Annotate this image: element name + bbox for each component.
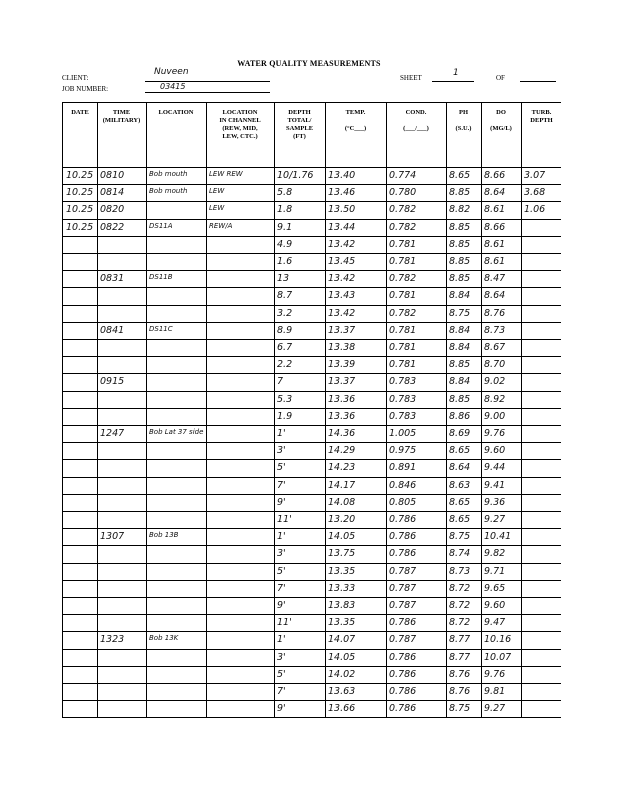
cell-depth: 6.7 bbox=[277, 342, 293, 353]
cell-time: 0810 bbox=[100, 170, 125, 181]
cell-cond: 0.781 bbox=[389, 290, 417, 302]
cell-cond: 0.783 bbox=[389, 410, 417, 422]
cell-turb: 3.07 bbox=[524, 170, 546, 181]
cell-temp: 13.42 bbox=[328, 307, 356, 319]
cell-time: 0820 bbox=[100, 204, 125, 216]
sheet-value: 1 bbox=[453, 68, 459, 78]
cell-temp: 14.05 bbox=[328, 531, 356, 543]
cell-location: DS11B bbox=[149, 273, 173, 282]
cell-do: 9.44 bbox=[484, 462, 506, 474]
cell-temp: 13.44 bbox=[328, 221, 356, 233]
cell-channel: LEW bbox=[209, 204, 225, 213]
cell-depth: 7' bbox=[277, 686, 286, 697]
cell-location: DS11C bbox=[149, 324, 173, 333]
cell-ph: 8.76 bbox=[449, 668, 471, 680]
column-divider bbox=[146, 103, 147, 717]
cell-temp: 13.37 bbox=[328, 376, 356, 388]
cell-do: 8.64 bbox=[484, 187, 506, 199]
of-label: OF bbox=[496, 74, 505, 82]
cell-temp: 13.36 bbox=[328, 393, 356, 405]
cell-cond: 0.786 bbox=[389, 548, 417, 560]
cell-ph: 8.85 bbox=[449, 359, 471, 371]
cell-temp: 14.02 bbox=[328, 668, 356, 680]
row-divider bbox=[63, 683, 561, 684]
header-channel: LOCATION IN CHANNEL (REW, MID, LEW, CTC.) bbox=[219, 109, 261, 140]
job-number-underline bbox=[145, 92, 270, 93]
cell-cond: 0.975 bbox=[389, 445, 417, 457]
row-divider bbox=[63, 477, 561, 478]
cell-cond: 0.781 bbox=[389, 256, 417, 267]
header-ph: PH (S.U.) bbox=[455, 109, 472, 132]
row-divider bbox=[63, 305, 561, 306]
cell-temp: 13.42 bbox=[328, 273, 356, 285]
cell-temp: 13.20 bbox=[328, 514, 356, 525]
row-divider bbox=[63, 356, 561, 357]
cell-cond: 0.786 bbox=[389, 651, 417, 663]
cell-temp: 14.23 bbox=[328, 462, 356, 474]
header-depth: DEPTH TOTAL/ SAMPLE (FT) bbox=[285, 109, 314, 140]
row-divider bbox=[63, 339, 561, 340]
cell-do: 9.76 bbox=[484, 428, 506, 439]
cell-location: Bob mouth bbox=[149, 187, 188, 196]
cell-depth: 5' bbox=[277, 668, 286, 680]
cell-cond: 0.781 bbox=[389, 238, 417, 250]
cell-depth: 13 bbox=[277, 273, 290, 285]
cell-ph: 8.85 bbox=[449, 256, 471, 267]
row-divider bbox=[63, 391, 561, 392]
cell-ph: 8.72 bbox=[449, 617, 471, 629]
column-divider bbox=[481, 103, 482, 717]
cell-cond: 0.781 bbox=[389, 359, 417, 371]
cell-ph: 8.76 bbox=[449, 686, 471, 697]
cell-depth: 7 bbox=[277, 376, 284, 388]
cell-ph: 8.85 bbox=[449, 187, 471, 199]
cell-ph: 8.72 bbox=[449, 582, 471, 594]
cell-temp: 13.33 bbox=[328, 582, 356, 594]
cell-do: 9.60 bbox=[484, 445, 506, 457]
cell-depth: 9.1 bbox=[277, 221, 293, 233]
cell-depth: 8.9 bbox=[277, 324, 293, 336]
cell-temp: 13.35 bbox=[328, 617, 356, 629]
cell-channel: LEW REW bbox=[209, 170, 243, 178]
cell-cond: 0.774 bbox=[389, 170, 417, 181]
cell-depth: 5.3 bbox=[277, 393, 293, 405]
cell-channel: LEW bbox=[209, 187, 225, 196]
cell-date: 10.25 bbox=[66, 204, 94, 216]
row-divider bbox=[63, 631, 561, 632]
cell-ph: 8.63 bbox=[449, 479, 471, 491]
cell-location: DS11A bbox=[149, 221, 173, 230]
row-divider bbox=[63, 373, 561, 374]
cell-cond: 0.786 bbox=[389, 668, 417, 680]
cell-ph: 8.85 bbox=[449, 273, 471, 285]
row-divider bbox=[63, 253, 561, 254]
cell-depth: 7' bbox=[277, 479, 286, 491]
cell-depth: 1' bbox=[277, 634, 286, 646]
sheet-underline bbox=[432, 81, 474, 82]
cell-temp: 13.42 bbox=[328, 238, 356, 250]
row-divider bbox=[63, 494, 561, 495]
row-divider bbox=[63, 563, 561, 564]
row-divider bbox=[63, 201, 561, 202]
cell-time: 0831 bbox=[100, 273, 125, 285]
cell-do: 9.60 bbox=[484, 600, 506, 611]
cell-ph: 8.74 bbox=[449, 548, 471, 560]
column-divider bbox=[325, 103, 326, 717]
of-underline bbox=[520, 81, 556, 82]
column-divider bbox=[446, 103, 447, 717]
form-title: WATER QUALITY MEASUREMENTS bbox=[237, 59, 381, 68]
cell-do: 9.41 bbox=[484, 479, 506, 491]
client-value: Nuveen bbox=[154, 67, 189, 77]
cell-temp: 14.29 bbox=[328, 445, 356, 457]
cell-temp: 14.05 bbox=[328, 651, 356, 663]
cell-ph: 8.64 bbox=[449, 462, 471, 474]
cell-depth: 10/1.76 bbox=[277, 170, 314, 181]
cell-cond: 0.781 bbox=[389, 342, 417, 353]
row-divider bbox=[63, 270, 561, 271]
cell-depth: 2.2 bbox=[277, 359, 293, 371]
row-divider bbox=[63, 219, 561, 220]
cell-ph: 8.77 bbox=[449, 634, 471, 646]
row-divider bbox=[63, 614, 561, 615]
header-cond: COND. (___/___) bbox=[403, 109, 429, 132]
cell-ph: 8.65 bbox=[449, 496, 471, 508]
cell-depth: 11' bbox=[277, 514, 292, 525]
cell-cond: 0.783 bbox=[389, 393, 417, 405]
cell-depth: 3.2 bbox=[277, 307, 293, 319]
cell-depth: 5.8 bbox=[277, 187, 293, 199]
cell-do: 8.73 bbox=[484, 324, 506, 336]
cell-depth: 9' bbox=[277, 600, 286, 611]
row-divider bbox=[63, 511, 561, 512]
column-divider bbox=[521, 103, 522, 717]
cell-time: 0915 bbox=[100, 376, 125, 388]
cell-cond: 0.846 bbox=[389, 479, 417, 491]
sheet-label: SHEET bbox=[400, 74, 422, 82]
cell-time: 0814 bbox=[100, 187, 125, 199]
cell-ph: 8.75 bbox=[449, 307, 471, 319]
cell-do: 9.76 bbox=[484, 668, 506, 680]
cell-date: 10.25 bbox=[66, 170, 94, 181]
cell-temp: 13.63 bbox=[328, 686, 356, 697]
client-label: CLIENT: bbox=[62, 74, 89, 82]
cell-do: 8.66 bbox=[484, 221, 506, 233]
cell-location: Bob mouth bbox=[149, 170, 188, 178]
column-divider bbox=[386, 103, 387, 717]
cell-do: 9.27 bbox=[484, 514, 506, 525]
cell-depth: 5' bbox=[277, 462, 286, 474]
cell-time: 1247 bbox=[100, 428, 125, 439]
header-location: LOCATION bbox=[158, 109, 194, 116]
cell-do: 8.61 bbox=[484, 256, 506, 267]
cell-cond: 0.782 bbox=[389, 307, 417, 319]
cell-temp: 13.83 bbox=[328, 600, 356, 611]
cell-do: 9.82 bbox=[484, 548, 506, 560]
cell-do: 9.65 bbox=[484, 582, 506, 594]
cell-do: 10.16 bbox=[484, 634, 512, 646]
cell-ph: 8.65 bbox=[449, 514, 471, 525]
cell-temp: 14.17 bbox=[328, 479, 356, 491]
cell-temp: 13.36 bbox=[328, 410, 356, 422]
cell-cond: 0.786 bbox=[389, 617, 417, 629]
cell-time: 1307 bbox=[100, 531, 125, 543]
cell-ph: 8.75 bbox=[449, 531, 471, 543]
cell-temp: 13.45 bbox=[328, 256, 356, 267]
cell-ph: 8.65 bbox=[449, 445, 471, 457]
cell-ph: 8.84 bbox=[449, 290, 471, 302]
cell-cond: 0.891 bbox=[389, 462, 417, 474]
cell-do: 8.92 bbox=[484, 393, 506, 405]
cell-ph: 8.86 bbox=[449, 410, 471, 422]
cell-do: 8.64 bbox=[484, 290, 506, 302]
cell-depth: 7' bbox=[277, 582, 286, 594]
cell-channel: REW/A bbox=[209, 221, 233, 230]
cell-do: 10.07 bbox=[484, 651, 512, 663]
measurements-table bbox=[62, 102, 561, 718]
cell-do: 9.36 bbox=[484, 496, 506, 508]
row-divider bbox=[63, 442, 561, 443]
cell-do: 9.27 bbox=[484, 703, 506, 715]
cell-do: 8.66 bbox=[484, 170, 506, 181]
column-divider bbox=[97, 103, 98, 717]
cell-depth: 8.7 bbox=[277, 290, 293, 302]
cell-ph: 8.84 bbox=[449, 376, 471, 388]
cell-turb: 3.68 bbox=[524, 187, 546, 199]
job-number-label: JOB NUMBER: bbox=[62, 85, 109, 93]
row-divider bbox=[63, 649, 561, 650]
cell-cond: 0.787 bbox=[389, 565, 417, 577]
cell-ph: 8.77 bbox=[449, 651, 471, 663]
cell-depth: 3' bbox=[277, 548, 286, 560]
cell-ph: 8.73 bbox=[449, 565, 471, 577]
cell-turb: 1.06 bbox=[524, 204, 546, 216]
header-temp: TEMP. (°C___) bbox=[344, 109, 367, 132]
row-divider bbox=[63, 597, 561, 598]
cell-location: Bob Lat 37 side bbox=[149, 428, 204, 436]
cell-depth: 5' bbox=[277, 565, 286, 577]
cell-location: Bob 13K bbox=[149, 634, 179, 643]
cell-ph: 8.85 bbox=[449, 393, 471, 405]
cell-temp: 13.75 bbox=[328, 548, 356, 560]
cell-temp: 13.66 bbox=[328, 703, 356, 715]
cell-do: 9.71 bbox=[484, 565, 506, 577]
cell-cond: 0.782 bbox=[389, 273, 417, 285]
column-divider bbox=[206, 103, 207, 717]
cell-depth: 3' bbox=[277, 445, 286, 457]
cell-temp: 13.39 bbox=[328, 359, 356, 371]
row-divider bbox=[63, 184, 561, 185]
cell-ph: 8.85 bbox=[449, 221, 471, 233]
cell-depth: 1' bbox=[277, 428, 286, 439]
row-divider bbox=[63, 528, 561, 529]
cell-cond: 0.786 bbox=[389, 686, 417, 697]
row-divider bbox=[63, 545, 561, 546]
row-divider bbox=[63, 459, 561, 460]
cell-date: 10.25 bbox=[66, 221, 94, 233]
cell-temp: 13.35 bbox=[328, 565, 356, 577]
cell-depth: 1' bbox=[277, 531, 286, 543]
row-divider bbox=[63, 580, 561, 581]
cell-do: 8.70 bbox=[484, 359, 506, 371]
cell-location: Bob 13B bbox=[149, 531, 179, 540]
cell-depth: 1.8 bbox=[277, 204, 293, 216]
cell-ph: 8.65 bbox=[449, 170, 471, 181]
cell-depth: 1.9 bbox=[277, 410, 293, 422]
cell-cond: 1.005 bbox=[389, 428, 417, 439]
cell-do: 10.41 bbox=[484, 531, 512, 543]
cell-do: 9.00 bbox=[484, 410, 506, 422]
cell-depth: 11' bbox=[277, 617, 292, 629]
cell-ph: 8.69 bbox=[449, 428, 471, 439]
cell-cond: 0.805 bbox=[389, 496, 417, 508]
cell-do: 9.47 bbox=[484, 617, 506, 629]
row-divider bbox=[63, 666, 561, 667]
cell-temp: 13.38 bbox=[328, 342, 356, 353]
cell-temp: 13.40 bbox=[328, 170, 356, 181]
cell-temp: 14.36 bbox=[328, 428, 356, 439]
header-date: DATE bbox=[71, 109, 89, 116]
header-time: TIME (MILITARY) bbox=[102, 109, 141, 124]
cell-do: 8.67 bbox=[484, 342, 506, 353]
cell-ph: 8.82 bbox=[449, 204, 471, 216]
cell-time: 1323 bbox=[100, 634, 125, 646]
cell-do: 8.47 bbox=[484, 273, 506, 285]
cell-cond: 0.787 bbox=[389, 600, 417, 611]
column-divider bbox=[274, 103, 275, 717]
cell-ph: 8.84 bbox=[449, 342, 471, 353]
cell-cond: 0.781 bbox=[389, 324, 417, 336]
cell-ph: 8.75 bbox=[449, 703, 471, 715]
header-divider bbox=[63, 167, 561, 168]
row-divider bbox=[63, 236, 561, 237]
cell-depth: 4.9 bbox=[277, 238, 293, 250]
cell-ph: 8.72 bbox=[449, 600, 471, 611]
cell-cond: 0.787 bbox=[389, 634, 417, 646]
row-divider bbox=[63, 700, 561, 701]
cell-cond: 0.787 bbox=[389, 582, 417, 594]
row-divider bbox=[63, 322, 561, 323]
row-divider bbox=[63, 408, 561, 409]
cell-cond: 0.786 bbox=[389, 703, 417, 715]
cell-ph: 8.84 bbox=[449, 324, 471, 336]
cell-temp: 13.43 bbox=[328, 290, 356, 302]
cell-do: 8.61 bbox=[484, 238, 506, 250]
row-divider bbox=[63, 287, 561, 288]
cell-time: 0841 bbox=[100, 324, 125, 336]
cell-depth: 3' bbox=[277, 651, 286, 663]
header-do: DO (MG/L) bbox=[490, 109, 512, 132]
cell-temp: 13.46 bbox=[328, 187, 356, 199]
cell-depth: 9' bbox=[277, 703, 286, 715]
cell-date: 10.25 bbox=[66, 187, 94, 199]
row-divider bbox=[63, 425, 561, 426]
cell-temp: 14.07 bbox=[328, 634, 356, 646]
cell-cond: 0.782 bbox=[389, 221, 417, 233]
cell-temp: 14.08 bbox=[328, 496, 356, 508]
cell-depth: 9' bbox=[277, 496, 286, 508]
cell-do: 8.76 bbox=[484, 307, 506, 319]
cell-ph: 8.85 bbox=[449, 238, 471, 250]
cell-cond: 0.783 bbox=[389, 376, 417, 388]
cell-time: 0822 bbox=[100, 221, 125, 233]
cell-do: 9.81 bbox=[484, 686, 506, 697]
cell-depth: 1.6 bbox=[277, 256, 293, 267]
cell-cond: 0.786 bbox=[389, 531, 417, 543]
cell-cond: 0.786 bbox=[389, 514, 417, 525]
job-number-value: 03415 bbox=[160, 82, 186, 91]
cell-cond: 0.782 bbox=[389, 204, 417, 216]
cell-cond: 0.780 bbox=[389, 187, 417, 199]
cell-temp: 13.50 bbox=[328, 204, 356, 216]
cell-temp: 13.37 bbox=[328, 324, 356, 336]
header-turb: TURB. DEPTH bbox=[530, 109, 553, 124]
cell-do: 9.02 bbox=[484, 376, 506, 388]
cell-do: 8.61 bbox=[484, 204, 506, 216]
